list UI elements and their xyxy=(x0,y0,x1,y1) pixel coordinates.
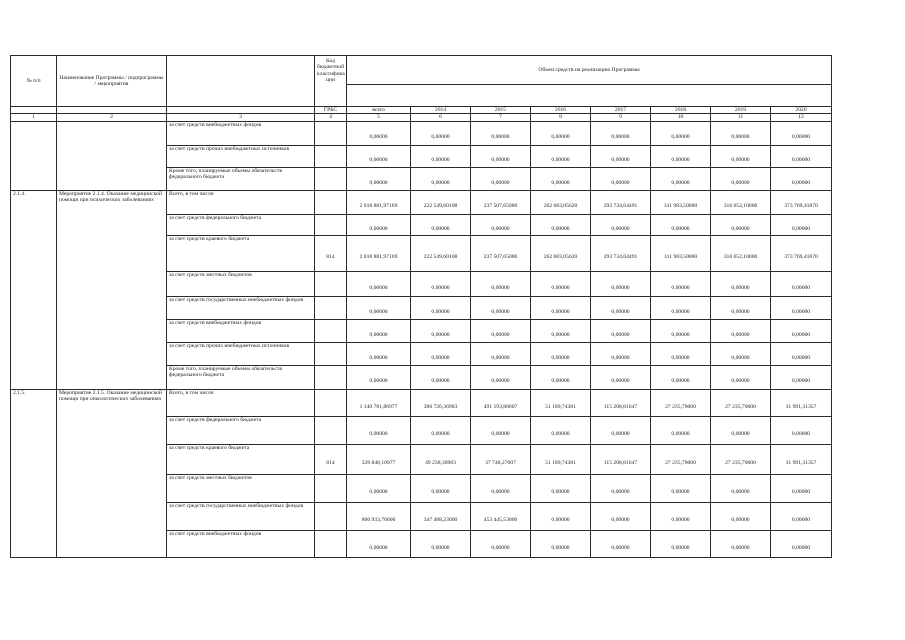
value-cell: 27 235,70000 xyxy=(711,445,771,475)
source-label: за счет средств прочих внебюджетных источников xyxy=(167,343,315,366)
measure-num: 2.1.5. xyxy=(11,390,57,558)
value-cell: 2 018 881,97169 xyxy=(347,191,411,215)
value-cell: 0,00000 xyxy=(771,366,832,390)
value-cell: 0,00000 xyxy=(411,366,471,390)
value-cell: 0,00000 xyxy=(471,272,531,297)
value-cell: 0,00000 xyxy=(531,215,591,236)
source-label: Всего, в том числе: xyxy=(167,390,315,417)
code-cell xyxy=(315,146,347,168)
value-cell: 293 734,64491 xyxy=(591,191,651,215)
value-cell: 316 652,10000 xyxy=(711,191,771,215)
value-cell: 0,00000 xyxy=(347,366,411,390)
value-cell: 453 445,53000 xyxy=(471,503,531,531)
year-2019: 2019 xyxy=(711,107,771,114)
value-cell: 0,00000 xyxy=(347,297,411,320)
table-row xyxy=(11,122,832,146)
value-cell: 115 208,81647 xyxy=(591,445,651,475)
value-cell: 0,00000 xyxy=(771,417,832,445)
value-cell: 0,00000 xyxy=(651,366,711,390)
value-cell: 0,00000 xyxy=(471,146,531,168)
value-cell: 0,00000 xyxy=(347,531,411,558)
year-2018: 2018 xyxy=(651,107,711,114)
idx-2: 2 xyxy=(57,114,167,122)
value-cell: 0,00000 xyxy=(531,168,591,191)
value-cell: 0,00000 xyxy=(651,503,711,531)
code-cell xyxy=(315,272,347,297)
value-cell: 0,00000 xyxy=(591,531,651,558)
value-cell: 51 189,74381 xyxy=(531,390,591,417)
value-cell: 0,00000 xyxy=(771,122,832,146)
value-cell: 237 507,65080 xyxy=(471,236,531,272)
value-cell: 0,00000 xyxy=(771,343,832,366)
idx-4: 4 xyxy=(315,114,347,122)
value-cell: 0,00000 xyxy=(347,343,411,366)
source-label: за счет средств краевого бюджета xyxy=(167,236,315,272)
sub-total: всего xyxy=(347,107,411,114)
header-code: Код бюджетной классифика ции xyxy=(315,56,347,107)
year-2020: 2020 xyxy=(771,107,832,114)
value-cell: 262 683,05620 xyxy=(531,191,591,215)
value-cell: 0,00000 xyxy=(471,320,531,343)
value-cell: 0,00000 xyxy=(471,343,531,366)
value-cell: 0,00000 xyxy=(591,215,651,236)
value-cell: 0,00000 xyxy=(531,297,591,320)
value-cell: 27 235,70000 xyxy=(651,390,711,417)
value-cell: 0,00000 xyxy=(651,168,711,191)
idx-12: 12 xyxy=(771,114,832,122)
value-cell: 0,00000 xyxy=(591,417,651,445)
value-cell: 0,00000 xyxy=(347,475,411,503)
idx-8: 8 xyxy=(531,114,591,122)
value-cell: 0,00000 xyxy=(411,215,471,236)
value-cell: 0,00000 xyxy=(771,168,832,191)
value-cell: 0,00000 xyxy=(531,343,591,366)
grbs-code: 814 xyxy=(315,445,347,475)
value-cell: 0,00000 xyxy=(411,122,471,146)
year-2014: 2014 xyxy=(411,107,471,114)
value-cell: 0,00000 xyxy=(347,320,411,343)
value-cell: 0,00000 xyxy=(771,503,832,531)
value-cell: 0,00000 xyxy=(711,297,771,320)
source-label: Кроме того, планируемые объемы обязательств федерального бюджета xyxy=(167,168,315,191)
value-cell: 115 208,81647 xyxy=(591,390,651,417)
value-cell: 396 726,36983 xyxy=(411,390,471,417)
value-cell: 0,00000 xyxy=(411,417,471,445)
value-cell: 0,00000 xyxy=(771,215,832,236)
source-label: за счет средств внебюджетных фондов xyxy=(167,531,315,558)
value-cell: 0,00000 xyxy=(651,272,711,297)
grbs-code: 814 xyxy=(315,236,347,272)
value-cell: 0,00000 xyxy=(711,417,771,445)
code-cell xyxy=(315,390,347,417)
code-cell xyxy=(315,320,347,343)
value-cell: 0,00000 xyxy=(471,297,531,320)
value-cell: 0,00000 xyxy=(471,168,531,191)
header-volume: Объем средств на реализацию Программы xyxy=(347,56,832,85)
value-cell: 0,00000 xyxy=(711,320,771,343)
value-cell: 0,00000 xyxy=(651,146,711,168)
value-cell: 0,00000 xyxy=(347,122,411,146)
value-cell: 0,00000 xyxy=(471,215,531,236)
value-cell: 0,00000 xyxy=(651,475,711,503)
source-label: за счет средств федерального бюджета xyxy=(167,417,315,445)
value-cell: 0,00000 xyxy=(531,503,591,531)
value-cell: 49 238,36983 xyxy=(411,445,471,475)
value-cell: 0,00000 xyxy=(591,475,651,503)
table-row xyxy=(11,191,832,215)
value-cell: 0,00000 xyxy=(531,146,591,168)
sub-empty-1 xyxy=(11,107,57,114)
value-cell: 51 189,74381 xyxy=(531,445,591,475)
value-cell: 0,00000 xyxy=(651,417,711,445)
header-blank xyxy=(167,56,315,107)
measure-name: Мероприятие 2.1.4. Оказание медицинской помощи при психических заболеваниях xyxy=(57,191,167,390)
header-num: № п/п xyxy=(11,56,57,107)
value-cell: 0,00000 xyxy=(531,122,591,146)
value-cell: 0,00000 xyxy=(471,122,531,146)
code-cell xyxy=(315,297,347,320)
value-cell: 0,00000 xyxy=(411,343,471,366)
source-label: за счет средств местных бюджетов xyxy=(167,272,315,297)
idx-10: 10 xyxy=(651,114,711,122)
value-cell: 0,00000 xyxy=(591,320,651,343)
value-cell: 27 235,70000 xyxy=(711,390,771,417)
value-cell: 0,00000 xyxy=(591,122,651,146)
value-cell: 37 748,27607 xyxy=(471,445,531,475)
code-cell xyxy=(315,366,347,390)
value-cell: 0,00000 xyxy=(411,475,471,503)
value-cell: 0,00000 xyxy=(411,297,471,320)
value-cell: 31 991,31357 xyxy=(771,390,832,417)
value-cell: 0,00000 xyxy=(471,417,531,445)
value-cell: 0,00000 xyxy=(771,475,832,503)
value-cell: 27 235,70000 xyxy=(651,445,711,475)
value-cell: 0,00000 xyxy=(591,146,651,168)
value-cell: 0,00000 xyxy=(347,168,411,191)
value-cell: 0,00000 xyxy=(347,146,411,168)
value-cell: 0,00000 xyxy=(411,272,471,297)
source-label: Всего, в том числе: xyxy=(167,191,315,215)
cont-num xyxy=(11,122,57,191)
code-cell xyxy=(315,215,347,236)
value-cell: 373 769,41870 xyxy=(771,236,832,272)
value-cell: 339 848,10977 xyxy=(347,445,411,475)
idx-6: 6 xyxy=(411,114,471,122)
year-2015: 2015 xyxy=(471,107,531,114)
value-cell: 0,00000 xyxy=(711,168,771,191)
value-cell: 800 933,76000 xyxy=(347,503,411,531)
value-cell: 0,00000 xyxy=(531,531,591,558)
value-cell: 0,00000 xyxy=(347,215,411,236)
value-cell: 0,00000 xyxy=(591,503,651,531)
source-label: за счет средств внебюджетных фондов xyxy=(167,122,315,146)
value-cell: 0,00000 xyxy=(771,320,832,343)
source-label: за счет средств местных бюджетов xyxy=(167,475,315,503)
source-label: Кроме того, планируемые объемы обязательств федерального бюджета xyxy=(167,366,315,390)
value-cell: 0,00000 xyxy=(651,531,711,558)
value-cell: 222 549,60108 xyxy=(411,236,471,272)
idx-9: 9 xyxy=(591,114,651,122)
sub-grbs: ГРБС xyxy=(315,107,347,114)
code-cell xyxy=(315,343,347,366)
value-cell: 373 769,41870 xyxy=(771,191,832,215)
value-cell: 0,00000 xyxy=(651,297,711,320)
cont-name xyxy=(57,122,167,191)
value-cell: 0,00000 xyxy=(771,146,832,168)
value-cell: 0,00000 xyxy=(771,531,832,558)
value-cell: 0,00000 xyxy=(711,531,771,558)
value-cell: 311 983,50000 xyxy=(651,236,711,272)
measure-num: 2.1.4. xyxy=(11,191,57,390)
code-cell xyxy=(315,122,347,146)
value-cell: 237 507,65080 xyxy=(471,191,531,215)
code-cell xyxy=(315,503,347,531)
value-cell: 1 140 781,86977 xyxy=(347,390,411,417)
value-cell: 0,00000 xyxy=(411,146,471,168)
value-cell: 2 018 881,97169 xyxy=(347,236,411,272)
value-cell: 0,00000 xyxy=(651,320,711,343)
header-name: Наименование Программы / подпрограммы / мероприятия xyxy=(57,56,167,107)
value-cell: 0,00000 xyxy=(711,503,771,531)
value-cell: 0,00000 xyxy=(591,297,651,320)
table-row xyxy=(11,390,832,417)
code-cell xyxy=(315,417,347,445)
value-cell: 491 193,80607 xyxy=(471,390,531,417)
idx-5: 5 xyxy=(347,114,411,122)
code-cell xyxy=(315,475,347,503)
value-cell: 0,00000 xyxy=(531,272,591,297)
year-2016: 2016 xyxy=(531,107,591,114)
value-cell: 0,00000 xyxy=(411,531,471,558)
value-cell: 0,00000 xyxy=(347,417,411,445)
idx-1: 1 xyxy=(11,114,57,122)
sub-empty-2 xyxy=(57,107,167,114)
source-label: за счет средств федерального бюджета xyxy=(167,215,315,236)
value-cell: 293 734,64491 xyxy=(591,236,651,272)
code-cell xyxy=(315,191,347,215)
value-cell: 0,00000 xyxy=(591,366,651,390)
value-cell: 0,00000 xyxy=(591,343,651,366)
source-label: за счет средств прочих внебюджетных источников xyxy=(167,146,315,168)
value-cell: 0,00000 xyxy=(651,122,711,146)
measure-name: Мероприятие 2.1.5. Оказание медицинской помощи при онкологических заболеваниях xyxy=(57,390,167,558)
value-cell: 222 549,60108 xyxy=(411,191,471,215)
value-cell: 0,00000 xyxy=(711,272,771,297)
value-cell: 0,00000 xyxy=(411,168,471,191)
value-cell: 0,00000 xyxy=(711,475,771,503)
value-cell: 0,00000 xyxy=(531,320,591,343)
value-cell: 0,00000 xyxy=(711,215,771,236)
value-cell: 0,00000 xyxy=(471,366,531,390)
value-cell: 0,00000 xyxy=(771,297,832,320)
source-label: за счет средств государственных внебюджетных фондов xyxy=(167,297,315,320)
source-label: за счет средств краевого бюджета xyxy=(167,445,315,475)
header-volume-space xyxy=(347,85,832,107)
value-cell: 0,00000 xyxy=(711,366,771,390)
value-cell: 0,00000 xyxy=(591,272,651,297)
value-cell: 0,00000 xyxy=(651,215,711,236)
program-funding-table xyxy=(10,55,832,558)
value-cell: 0,00000 xyxy=(411,320,471,343)
value-cell: 0,00000 xyxy=(531,417,591,445)
value-cell: 262 683,05620 xyxy=(531,236,591,272)
year-2017: 2017 xyxy=(591,107,651,114)
code-cell xyxy=(315,168,347,191)
value-cell: 0,00000 xyxy=(591,168,651,191)
idx-11: 11 xyxy=(711,114,771,122)
value-cell: 0,00000 xyxy=(711,122,771,146)
value-cell: 311 983,50000 xyxy=(651,191,711,215)
value-cell: 31 991,31357 xyxy=(771,445,832,475)
sub-empty-3 xyxy=(167,107,315,114)
value-cell: 0,00000 xyxy=(471,475,531,503)
value-cell: 0,00000 xyxy=(711,146,771,168)
value-cell: 0,00000 xyxy=(771,272,832,297)
value-cell: 0,00000 xyxy=(531,366,591,390)
source-label: за счет средств внебюджетных фондов xyxy=(167,320,315,343)
value-cell: 0,00000 xyxy=(347,272,411,297)
idx-3: 3 xyxy=(167,114,315,122)
value-cell: 0,00000 xyxy=(711,343,771,366)
value-cell: 0,00000 xyxy=(651,343,711,366)
code-cell xyxy=(315,531,347,558)
value-cell: 0,00000 xyxy=(531,475,591,503)
value-cell: 316 652,10000 xyxy=(711,236,771,272)
idx-7: 7 xyxy=(471,114,531,122)
value-cell: 347 488,23000 xyxy=(411,503,471,531)
source-label: за счет средств государственных внебюджетных фондов xyxy=(167,503,315,531)
value-cell: 0,00000 xyxy=(471,531,531,558)
